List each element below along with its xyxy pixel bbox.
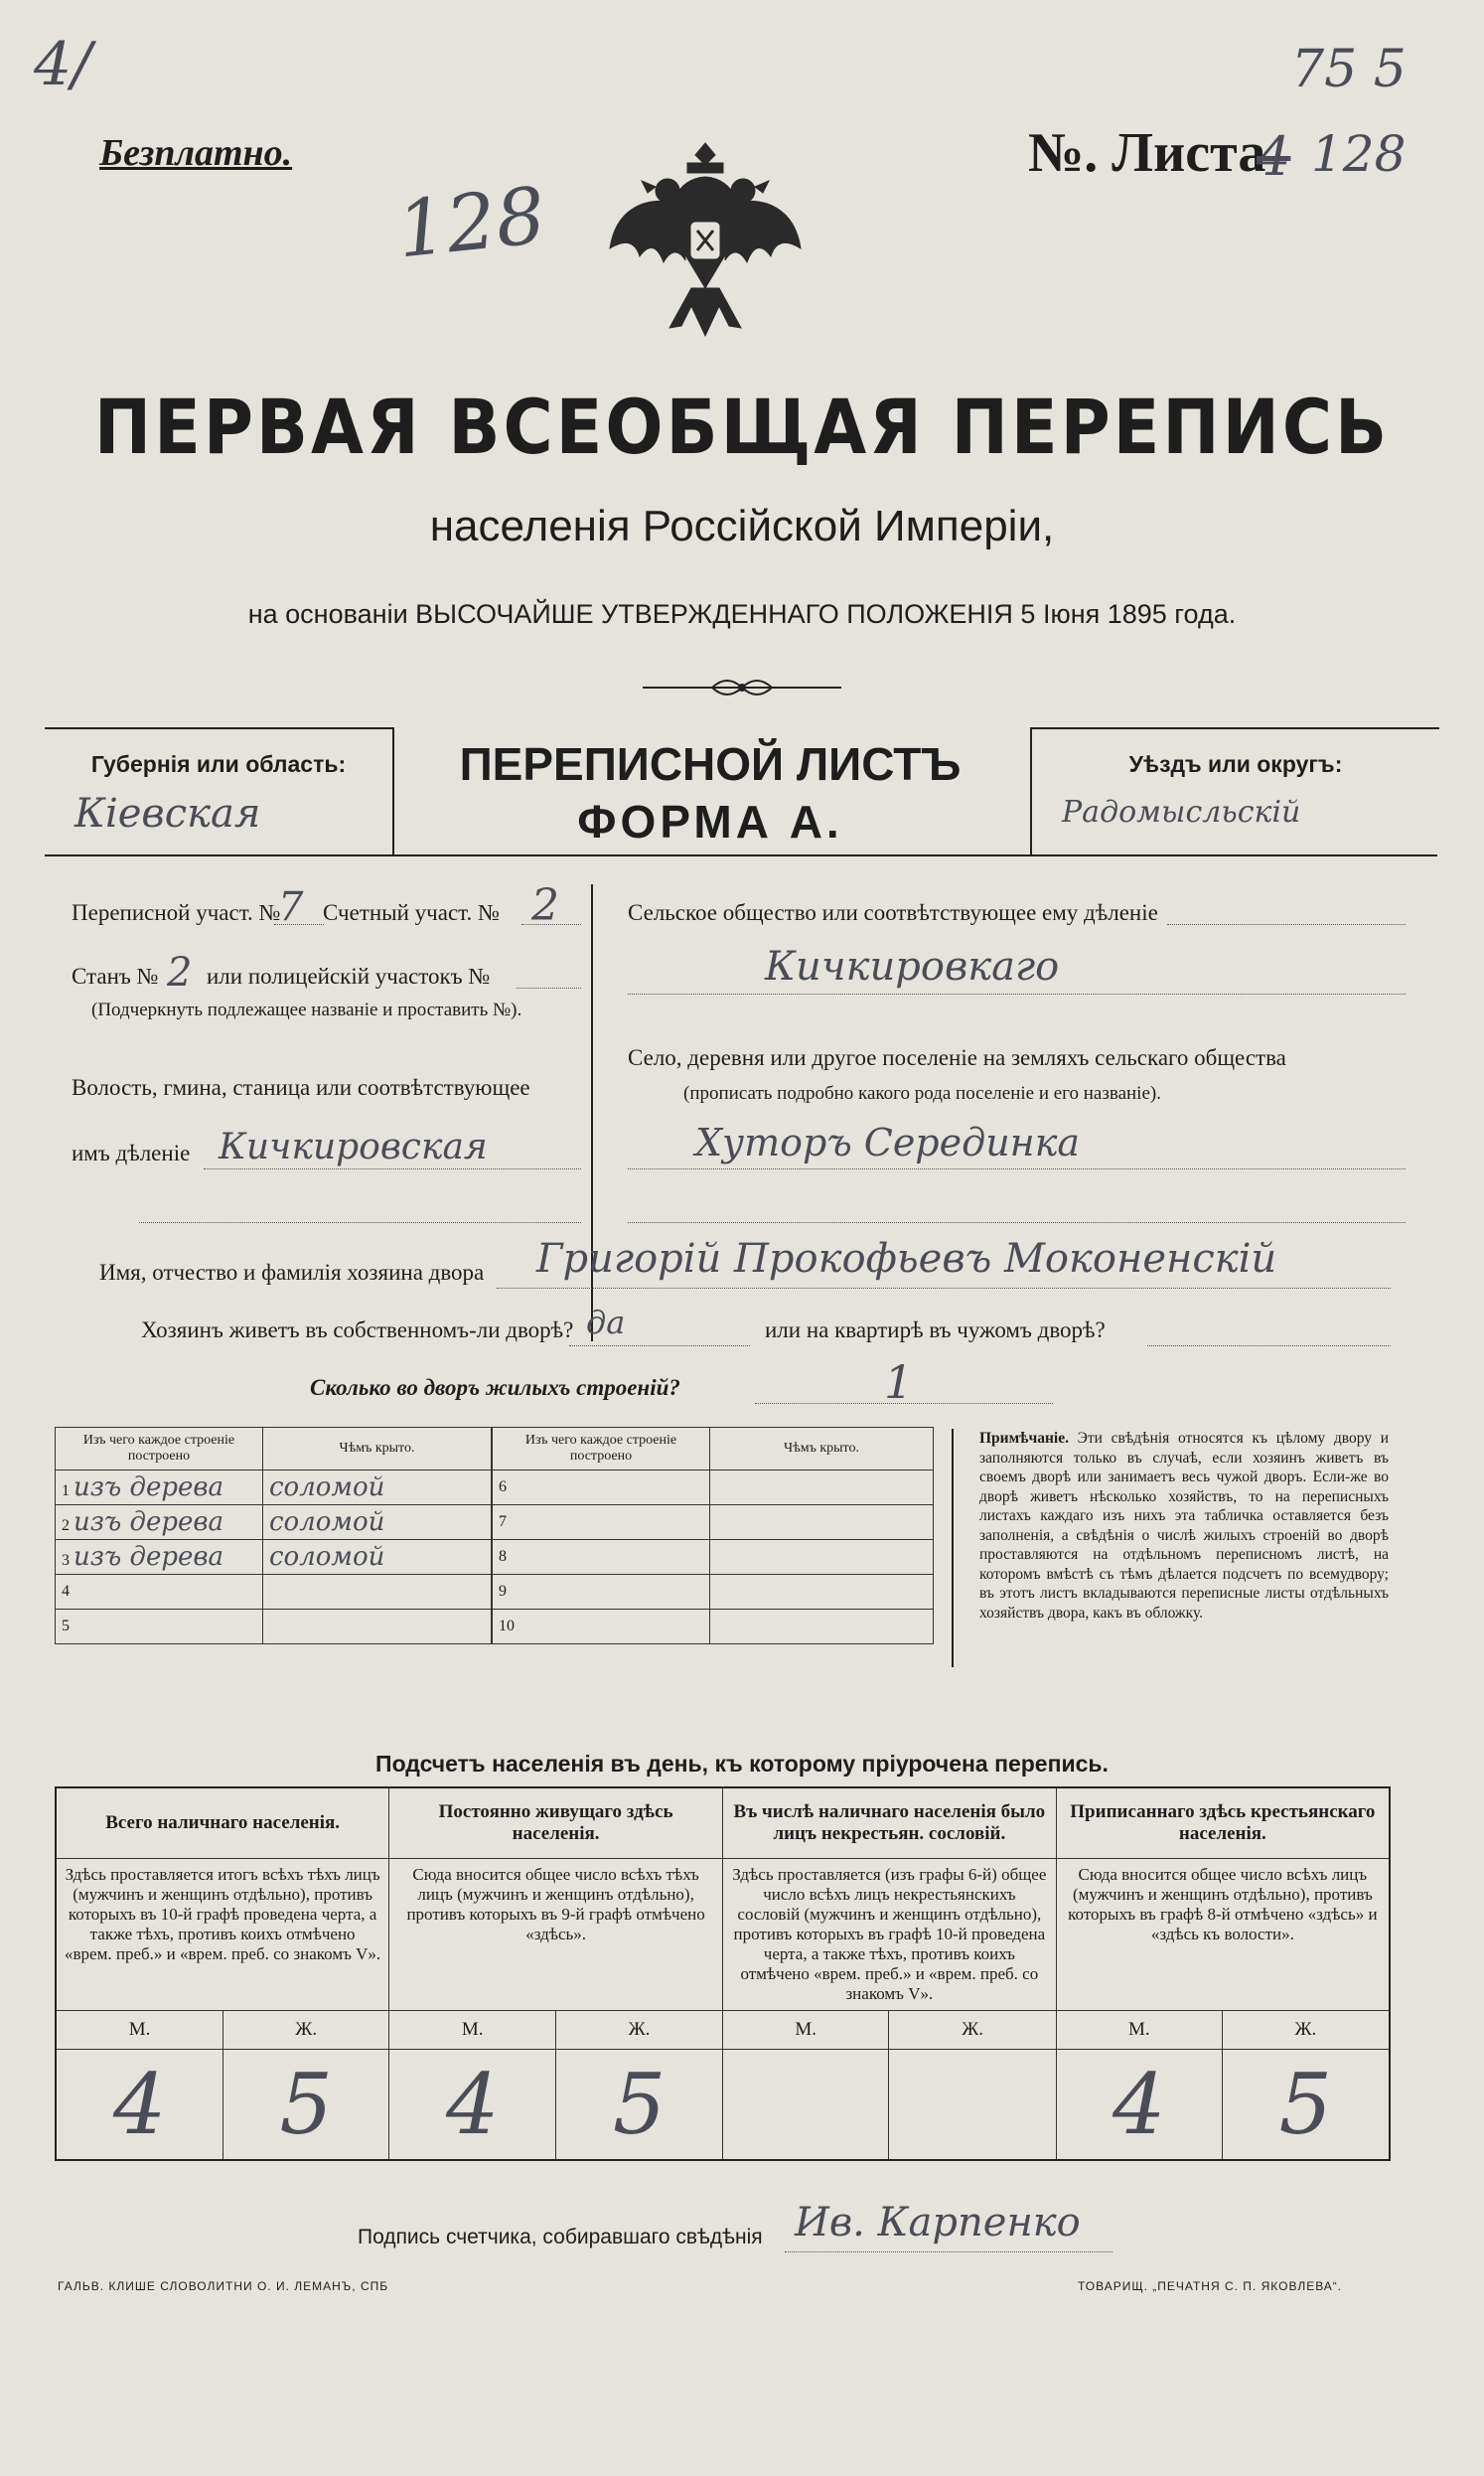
pop-male-label: М. xyxy=(389,2011,556,2050)
selo-note: (прописать подробно какого рода поселеніе и его названіе). xyxy=(683,1083,1161,1104)
pop-col-2-female: 5 xyxy=(556,2050,723,2161)
sheet-number: 128 xyxy=(1311,125,1407,183)
obshchestvo-label: Сельское общество или соотвѣтствующее ему дѣленіе xyxy=(628,900,1158,925)
pop-col-4-desc: Сюда вносится общее число всѣхъ лицъ (мужчинъ и женщинъ отдѣльно), противъ которыхъ въ графѣ 8-й отмѣчено «здѣсь» и «здѣсь къ волости». xyxy=(1056,1859,1390,2011)
col-material-right: Изъ чего каждое строеніе построено xyxy=(493,1428,710,1470)
pop-col-2-male: 4 xyxy=(389,2050,556,2161)
obshchestvo-line-2 xyxy=(628,994,1406,995)
pop-male-label: М. xyxy=(1056,2011,1222,2050)
col-roof-right: Чѣмъ крыто. xyxy=(710,1428,934,1470)
pop-col-2-desc: Сюда вносится общее число всѣхъ тѣхъ лицъ (мужчинъ и женщинъ отдѣльно), противъ которыхъ въ 9-й графѣ отмѣчено «здѣсь». xyxy=(389,1859,723,2011)
own-yard-value: да xyxy=(586,1304,626,1341)
volost-line-2 xyxy=(139,1222,581,1223)
rent-line xyxy=(1147,1345,1391,1346)
table-row: 6 xyxy=(493,1470,934,1505)
stan-note: (Подчеркнуть подлежащее названіе и проставить №). xyxy=(91,1000,522,1020)
population-title: Подсчетъ населенія въ день, къ которому пріурочена перепись. xyxy=(375,1751,1109,1777)
signature-value: Ив. Карпенко xyxy=(795,2200,1081,2245)
stan-label: Станъ № xyxy=(72,964,159,989)
buildings-table-left xyxy=(55,1427,492,1644)
sheet-label: №. Листа xyxy=(1028,122,1266,184)
table-row: 9 xyxy=(493,1575,934,1610)
pop-col-1-desc: Здѣсь проставляется итогъ всѣхъ тѣхъ лицъ (мужчинъ и женщинъ отдѣльно), противъ которыхъ въ 10-й графѣ проведена черта, а также тѣхъ, противъ коихъ отмѣчено «врем. преб.» и «врем. преб. со знакомъ V». xyxy=(56,1859,389,2011)
schetny-uchast-label: Счетный участ. № xyxy=(323,900,500,925)
pop-col-4-head: Приписаннаго здѣсь крестьянскаго населенія. xyxy=(1056,1787,1390,1859)
pop-female-label: Ж. xyxy=(556,2011,723,2050)
double-headed-eagle-emblem xyxy=(606,139,805,343)
pop-col-3-head: Въ числѣ наличнаго населенія было лицъ некрестьян. сословій. xyxy=(722,1787,1056,1859)
pop-male-label: М. xyxy=(722,2011,888,2050)
table-row: 5 xyxy=(56,1610,492,1644)
population-table xyxy=(55,1786,1391,2161)
stan-value: 2 xyxy=(167,950,193,996)
pop-col-1-female: 5 xyxy=(223,2050,389,2161)
buildings-value: 1 xyxy=(884,1355,914,1409)
rent-label: или на квартирѣ въ чужомъ дворѣ? xyxy=(765,1317,1106,1342)
table-row: 1 изъ дерева соломой xyxy=(56,1470,492,1505)
pop-col-1-male: 4 xyxy=(56,2050,223,2161)
pop-col-4-female: 5 xyxy=(1222,2050,1390,2161)
selo-line-2 xyxy=(628,1222,1406,1223)
col-roof: Чѣмъ крыто. xyxy=(263,1428,492,1470)
pop-col-4-male: 4 xyxy=(1056,2050,1222,2161)
guberniya-value: Кіевская xyxy=(74,791,261,837)
uezd-value: Радомысльскій xyxy=(1062,795,1301,830)
own-yard-label: Хозяинъ живетъ въ собственномъ-ли дворѣ? xyxy=(141,1317,574,1342)
schetny-uchast-value: 2 xyxy=(531,880,559,931)
note-title: Примѣчаніе. xyxy=(979,1430,1069,1447)
selo-label: Село, деревня или другое поселеніе на земляхъ сельскаго общества xyxy=(628,1045,1286,1070)
volost-value: Кичкировская xyxy=(219,1127,488,1167)
signature-label: Подпись счетчика, собиравшаго свѣдѣнія xyxy=(358,2226,763,2248)
free-label: Безплатно. xyxy=(99,132,293,174)
corner-mark-right: 75 5 xyxy=(1291,40,1407,99)
perepis-uchast-value: 7 xyxy=(278,884,304,930)
buildings-label: Сколько во дворъ жилыхъ строеній? xyxy=(310,1375,680,1400)
signature-line xyxy=(785,2251,1113,2252)
table-row: 10 xyxy=(493,1610,934,1644)
footer-right: ТОВАРИЩ. „ПЕЧАТНЯ С. П. ЯКОВЛЕВА“. xyxy=(1078,2279,1343,2293)
page-title: ПЕРВАЯ ВСЕОБЩАЯ ПЕРЕПИСЬ xyxy=(93,383,1391,471)
selo-line-1 xyxy=(628,1168,1406,1169)
volost-label-2: имъ дѣленіе xyxy=(72,1141,191,1165)
header-rule xyxy=(45,854,1437,856)
pop-col-3-desc: Здѣсь проставляется (изъ графы 6-й) общее число всѣхъ лицъ некрестьянскихъ сословій (мужчинъ и женщинъ отдѣльно), противъ которыхъ въ графѣ 10-й проведена черта, а также тѣхъ, противъ коихъ отмѣчено «врем. преб.» и «врем. преб. со знакомъ V». xyxy=(722,1859,1056,2011)
note-text: Эти свѣдѣнія относятся къ цѣлому двору и заполняются только въ случаѣ, если хозяинъ живетъ въ своемъ дворѣ или занимаетъ весь чужой дворъ. Если-же во дворѣ живетъ нѣсколько хозяйствъ, то на переписныхъ листахъ каждаго изъ нихъ эта табличка оставляется безъ заполненія, а свѣдѣнія о числѣ жилыхъ строеній во дворѣ проставляются на отдѣльномъ переписномъ листѣ, на которомъ вмѣстѣ съ тѣмъ дѣлается подсчетъ по всемудвору; въ этотъ листъ вкладываются переписные листы отдѣльныхъ хозяйствъ двора, какъ въ обложку. xyxy=(979,1430,1389,1622)
stan-line xyxy=(517,988,581,989)
form-title-line2: ФОРМА А. xyxy=(577,796,843,848)
owner-value: Григорій Прокофьевъ Моконенскій xyxy=(536,1236,1277,1282)
table-row: 2 изъ дерева соломой xyxy=(56,1505,492,1540)
perepis-uchast-label: Переписной участ. № xyxy=(72,900,281,925)
selo-value: Хуторъ Серединка xyxy=(695,1121,1081,1164)
sheet-number-crossed: 4 xyxy=(1257,125,1291,188)
ornament-divider xyxy=(643,674,841,701)
guberniya-box xyxy=(45,727,394,856)
pop-female-label: Ж. xyxy=(889,2011,1056,2050)
table-row: 7 xyxy=(493,1505,934,1540)
buildings-table-right xyxy=(492,1427,934,1644)
stan-rest-label: или полицейскій участокъ № xyxy=(207,964,491,989)
note-block xyxy=(952,1429,1389,1667)
owner-label: Имя, отчество и фамилія хозяина двора xyxy=(99,1260,485,1285)
basis-line: на основаніи ВЫСОЧАЙШЕ УТВЕРЖДЕННАГО ПОЛОЖЕНІЯ 5 Іюня 1895 года. xyxy=(247,599,1237,629)
pop-male-label: М. xyxy=(56,2011,223,2050)
obshchestvo-value: Кичкировкаго xyxy=(765,944,1060,990)
table-row: 4 xyxy=(56,1575,492,1610)
corner-mark-left: 4/ xyxy=(34,30,92,99)
table-row: 3 изъ дерева соломой xyxy=(56,1540,492,1575)
pop-col-1-head: Всего наличнаго населенія. xyxy=(56,1787,389,1859)
page-subtitle: населенія Россійской Имперіи, xyxy=(429,502,1055,550)
pop-col-3-male xyxy=(722,2050,888,2161)
col-material: Изъ чего каждое строеніе построено xyxy=(56,1428,263,1470)
obshchestvo-line-1 xyxy=(1167,924,1406,925)
margin-sheet-number: 128 xyxy=(392,171,550,276)
pop-female-label: Ж. xyxy=(223,2011,389,2050)
pop-col-2-head: Постоянно живущаго здѣсь населенія. xyxy=(389,1787,723,1859)
owner-line xyxy=(497,1288,1391,1289)
uezd-label: Уѣздъ или округъ: xyxy=(1128,751,1343,777)
uezd-box xyxy=(1030,727,1439,856)
own-yard-line xyxy=(569,1345,750,1346)
volost-label: Волость, гмина, станица или соотвѣтствующее xyxy=(72,1075,530,1100)
table-row: 8 xyxy=(493,1540,934,1575)
form-title-line1: ПЕРЕПИСНОЙ ЛИСТЪ xyxy=(459,738,962,790)
footer-left: ГАЛЬВ. КЛИШЕ СЛОВОЛИТНИ О. И. ЛЕМАНЪ, СПБ xyxy=(58,2279,389,2293)
guberniya-label: Губернія или область: xyxy=(90,751,347,777)
pop-female-label: Ж. xyxy=(1222,2011,1390,2050)
pop-col-3-female xyxy=(889,2050,1056,2161)
volost-line xyxy=(204,1168,581,1169)
